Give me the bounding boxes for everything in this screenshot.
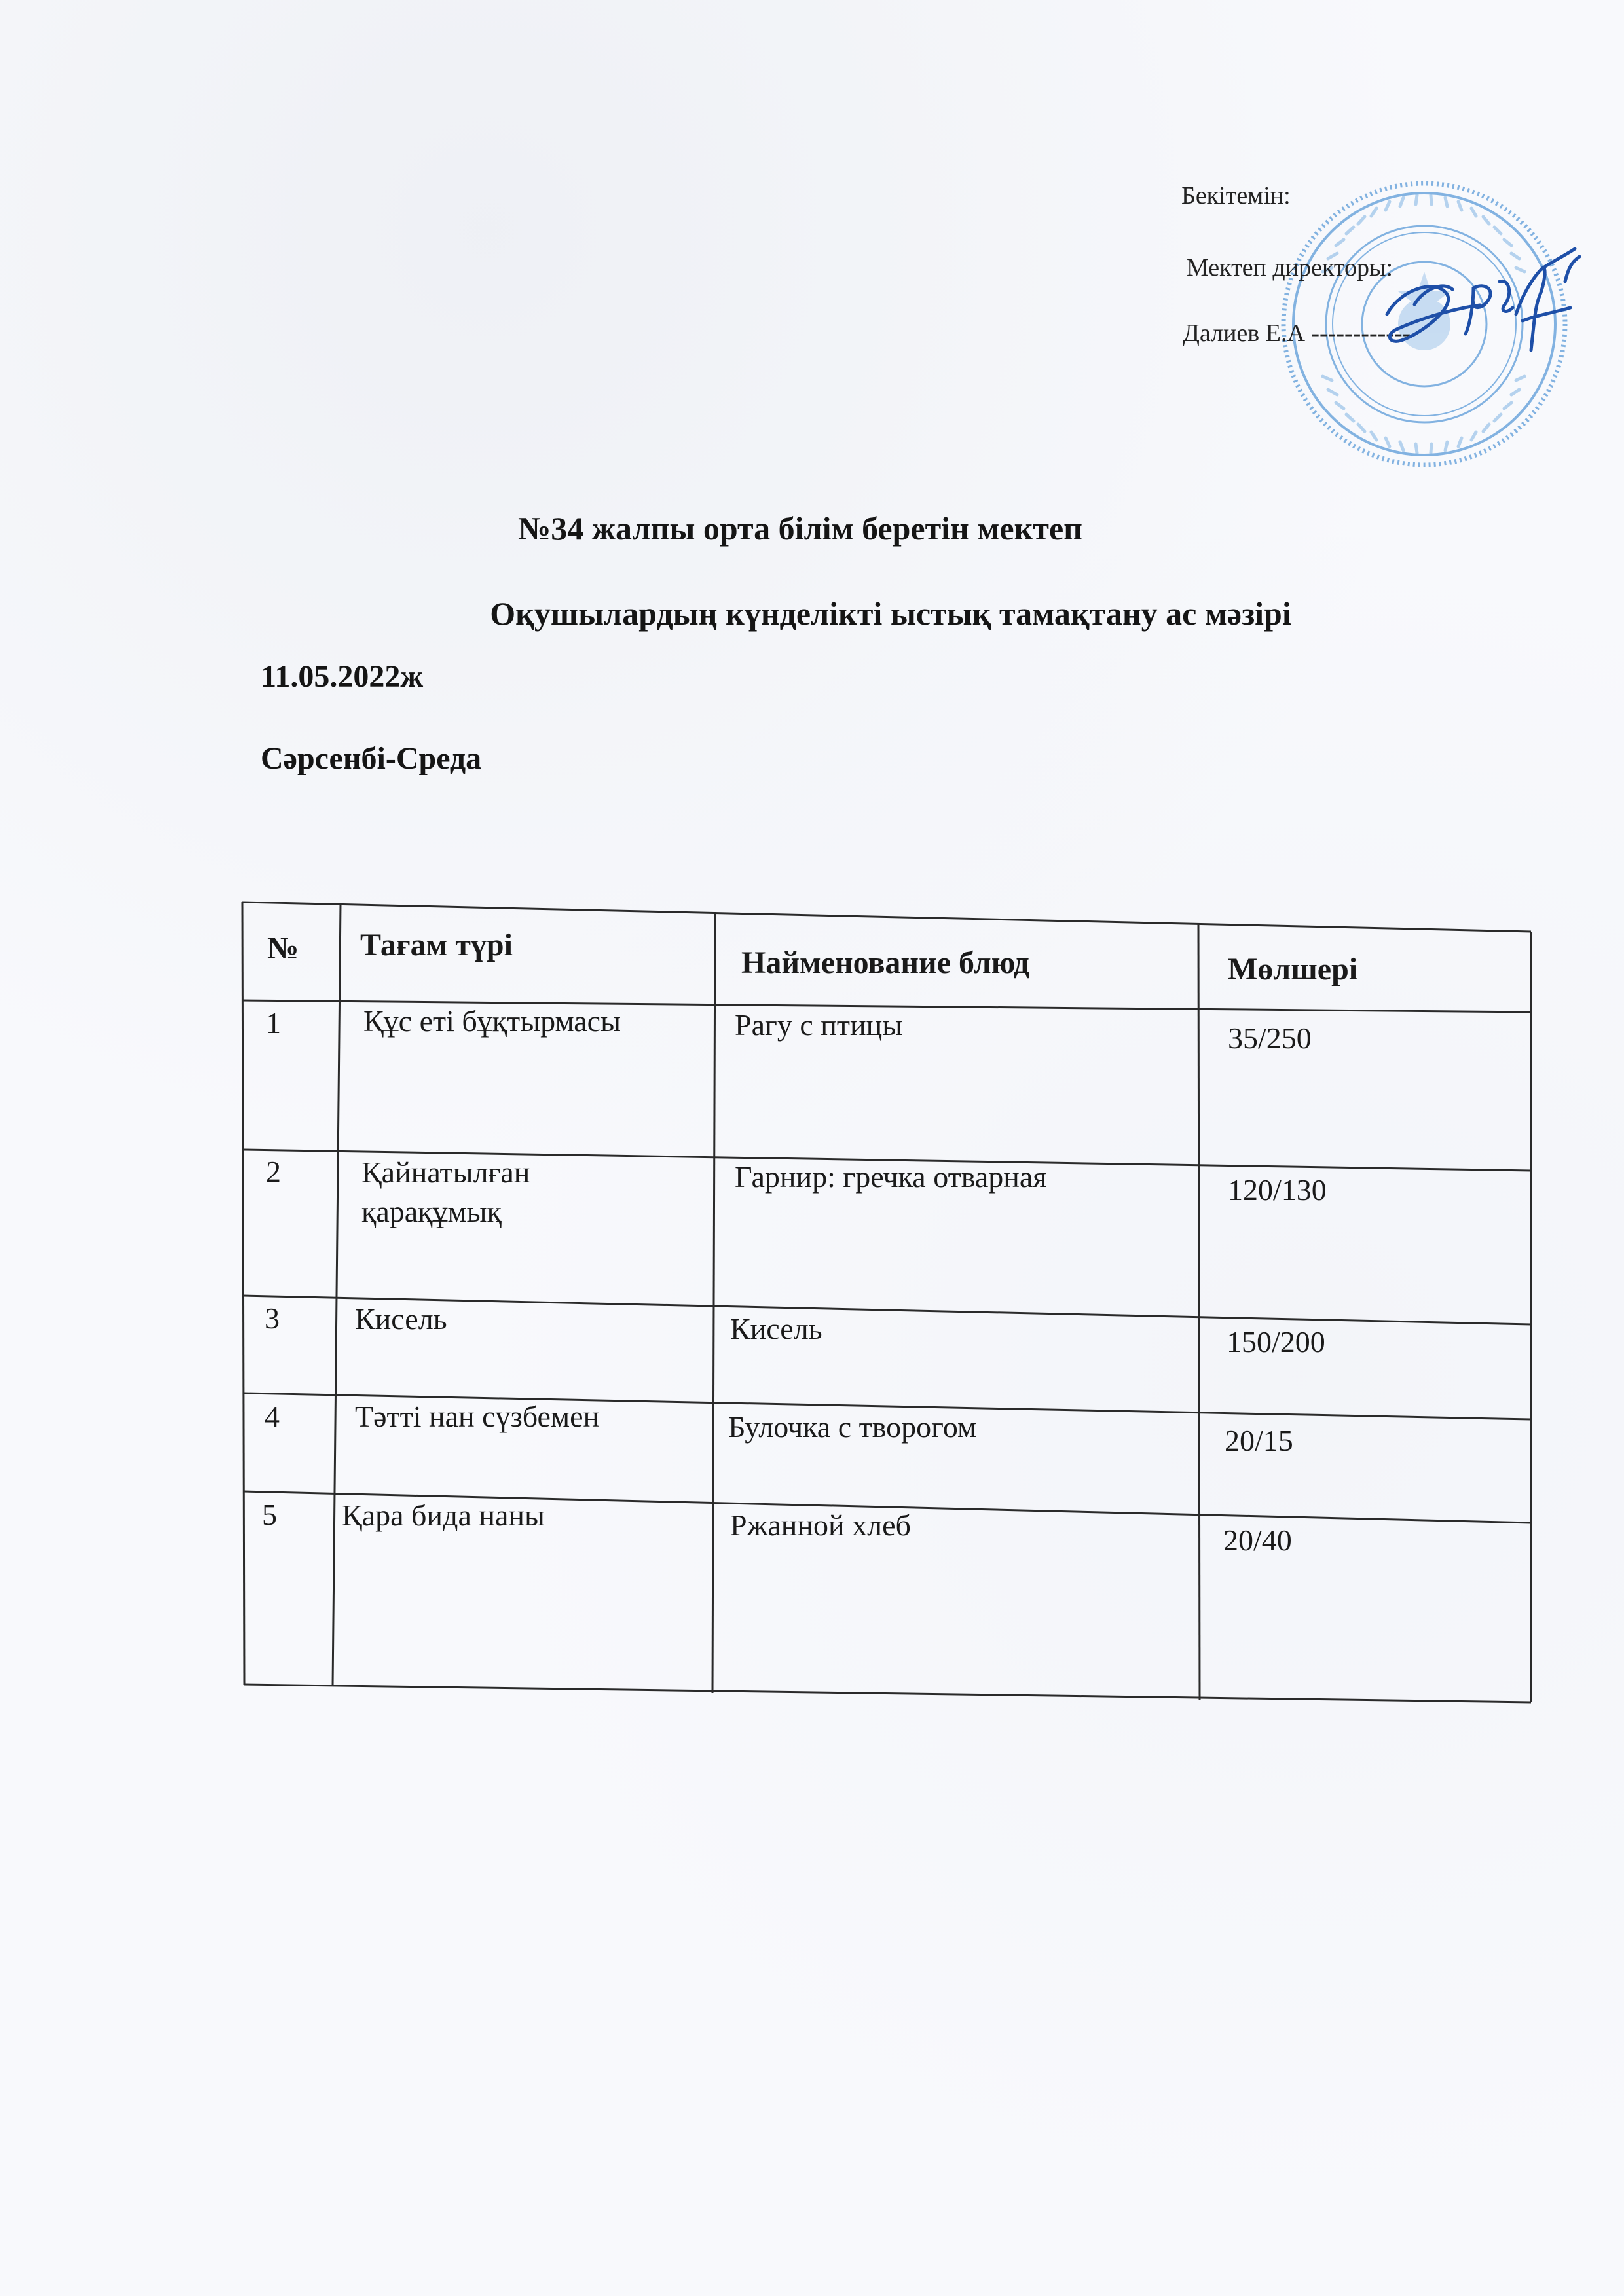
row-1-dish-ru: Рагу с птицы (735, 1008, 903, 1042)
director-name: Далиев Е.А ------------ (1183, 319, 1411, 347)
row-3-amount: 150/200 (1227, 1325, 1325, 1358)
row-5-num: 5 (262, 1498, 277, 1531)
row-3-dish-kz: Кисель (355, 1302, 447, 1336)
row-3-dish-ru: Кисель (730, 1312, 822, 1345)
row-1-num: 1 (266, 1006, 281, 1040)
header-dish-kz: Тағам түрі (360, 928, 513, 962)
header-dish-ru: Найменование блюд (741, 945, 1029, 980)
approve-label: Бекітемін: (1181, 182, 1291, 210)
school-title: №34 жалпы орта білім беретін мектеп (518, 510, 1082, 547)
row-5-dish-kz: Қара бида наны (342, 1499, 545, 1532)
row-5-dish-ru: Ржанной хлеб (730, 1508, 911, 1542)
director-signature (1375, 242, 1585, 367)
row-5-amount: 20/40 (1223, 1523, 1292, 1557)
row-2-num: 2 (266, 1155, 281, 1188)
director-position: Мектеп директоры: (1187, 254, 1393, 282)
row-4-amount: 20/15 (1225, 1424, 1293, 1457)
row-2-amount: 120/130 (1228, 1173, 1327, 1207)
header-amount: Мөлшері (1228, 952, 1358, 987)
row-3-num: 3 (265, 1302, 280, 1335)
menu-title: Оқушылардың күнделікті ыстық тамақтану ас мәзірі (490, 595, 1291, 632)
row-4-dish-kz: Тәтті нан сүзбемен (355, 1400, 600, 1433)
menu-weekday: Сәрсенбі-Среда (261, 741, 482, 776)
row-1-dish-kz: Құс еті бұқтырмасы (363, 1004, 621, 1038)
header-num: № (267, 931, 299, 966)
row-1-amount: 35/250 (1228, 1021, 1312, 1055)
menu-table (242, 902, 1532, 1701)
row-4-dish-ru: Булочка с творогом (728, 1410, 977, 1444)
row-2-dish-kz: Қайнатылған қарақұмық (361, 1156, 530, 1228)
menu-date: 11.05.2022ж (261, 659, 424, 694)
row-4-num: 4 (265, 1400, 280, 1433)
row-2-dish-ru: Гарнир: гречка отварная (735, 1160, 1047, 1194)
